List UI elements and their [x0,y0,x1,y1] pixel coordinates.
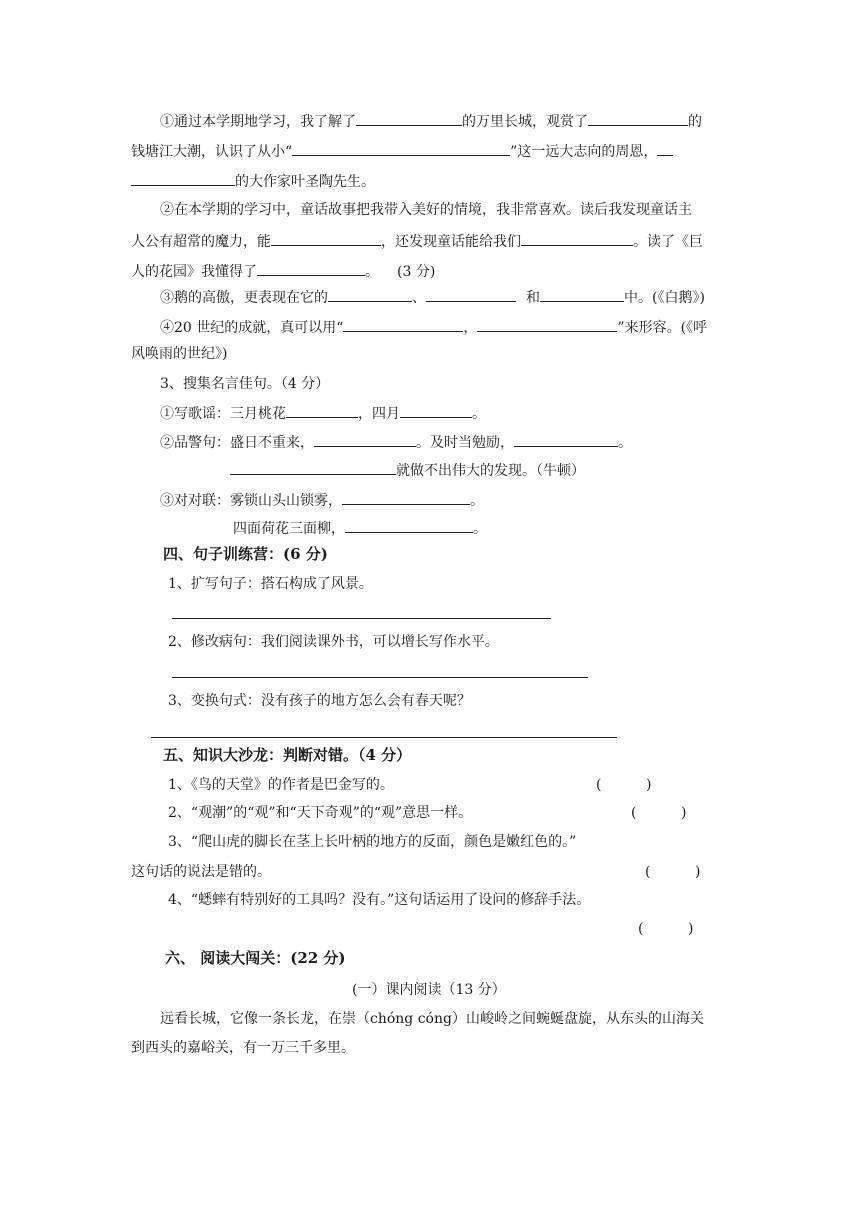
score-note: (3 分) [397,264,436,280]
q2-text: 。读了《巨 [633,234,703,250]
q3-text: 。 [470,493,484,509]
q3-text: 。及时当勉励， [416,435,514,451]
section-5-heading: 五、知识大沙龙：判断对错。（4 分） [163,746,412,764]
q2-text: ③鹅的高傲，更表现在它的 [160,290,328,306]
q2-text: ①通过本学期地学习，我了解了 [160,114,356,130]
q2-text: 风唤雨的世纪》) [131,346,228,362]
answer-parentheses[interactable]: ( ) [596,777,652,793]
answer-line[interactable] [172,618,551,619]
s5-item-2: 2、“观潮”的“观”和“天下奇观”的“观”意思一样。 [168,805,473,821]
answer-blank[interactable] [314,431,416,447]
q3-text: 。 [473,521,487,537]
q2-text: 中。(《白鹅》) [624,290,705,306]
q3-line-3 [230,459,585,481]
q3-text: 。 [472,406,486,422]
s5-item-3-cont: 这句话的说法是错的。 [131,864,271,880]
q2-text: 的大作家叶圣陶先生。 [235,174,375,190]
answer-blank[interactable] [400,402,472,418]
q2-text: 、 [412,290,426,306]
q2-line-2 [131,140,673,162]
q3-line-4 [160,489,484,511]
answer-line[interactable] [151,737,617,738]
answer-blank[interactable] [271,230,381,246]
answer-parentheses[interactable]: ( ) [638,921,694,937]
q2-line-8 [160,316,707,338]
s5-item-3: 3、“爬山虎的脚长在茎上长叶柄的地方的反面，颜色是嫩红色的。” [168,834,577,850]
q3-text: ②品警句：盛日不重来， [160,435,314,451]
q3-text: 四面荷花三面柳， [233,521,345,537]
q2-text: ，还发现童话能给我们 [381,234,521,250]
q2-text: ④20 世纪的成就，真可以用“ [160,320,344,336]
answer-blank[interactable] [477,316,617,332]
reading-paragraph-line-1: 远看长城，它像一条长龙，在崇（chóng cóng）山峻岭之间蜿蜒盘旋，从东头的山海关 [160,1011,704,1027]
q3-text: 。 [618,435,632,451]
q2-line-4 [160,200,692,220]
answer-blank[interactable] [131,170,235,186]
q2-line-7 [160,286,705,308]
section-6-heading: 六、 阅读大闯关：(22 分) [165,949,346,967]
q2-line-9 [131,344,227,364]
answer-blank[interactable] [356,110,462,126]
s5-item-4: 4、“蟋蟀有特别好的工具吗？没有。”这句话运用了设问的修辞手法。 [168,892,591,908]
answer-blank[interactable] [426,286,516,302]
q3-text: ，四月 [358,406,400,422]
q2-text: ”来形容。(《呼 [617,320,708,336]
answer-blank[interactable] [328,286,412,302]
answer-blank[interactable] [657,140,673,156]
s5-item-1: 1、《鸟的天堂》的作者是巴金写的。 [168,777,394,793]
q2-text: 的万里长城，观赏了 [462,114,588,130]
q3-line-5 [233,517,487,539]
q3-text: ③对对联：雾锁山头山锁雾， [160,493,342,509]
s6-subheading: (一）课内阅读（13 分） [352,982,506,998]
q3-title: 3、搜集名言佳句。（4 分） [160,376,330,392]
section-4-heading: 四、句子训练营：(6 分) [163,545,328,563]
answer-parentheses[interactable]: ( ) [631,805,687,821]
q2-text: 的 [688,114,702,130]
answer-line[interactable] [172,677,588,678]
answer-blank[interactable] [345,517,473,533]
s4-item-2: 2、修改病句：我们阅读课外书，可以增长写作水平。 [168,634,499,650]
q3-text: ①写歌谣：三月桃花 [160,406,286,422]
q2-text: 。 [365,264,379,280]
q3-line-2 [160,431,632,453]
s4-item-1: 1、扩写句子：搭石构成了风景。 [168,576,373,592]
q2-line-3 [131,170,375,192]
answer-blank[interactable] [540,286,624,302]
q2-line-5 [131,230,703,252]
answer-blank[interactable] [343,316,463,332]
reading-paragraph-line-2: 到西头的嘉峪关，有一万三千多里。 [131,1040,355,1056]
answer-parentheses[interactable]: ( ) [645,864,701,880]
q2-text: ②在本学期的学习中，童话故事把我带入美好的情境，我非常喜欢。读后我发现童话主 [160,202,692,218]
q3-text: 就做不出伟大的发现。（牛顿） [396,463,585,479]
q2-text: 和 [526,290,540,306]
answer-blank[interactable] [521,230,633,246]
answer-blank[interactable] [514,431,618,447]
answer-blank[interactable] [230,459,396,475]
q2-text: ”这一远大志向的周恩， [510,144,658,160]
answer-blank[interactable] [286,402,358,418]
answer-blank[interactable] [588,110,688,126]
s4-item-3: 3、变换句式：没有孩子的地方怎么会有春天呢？ [168,693,471,709]
q2-text: ， [463,320,478,336]
q2-text: 人公有超常的魔力，能 [131,234,271,250]
answer-blank[interactable] [292,140,510,156]
q2-line-1 [160,110,702,132]
q2-text: 人的花园》我懂得了 [131,264,257,280]
q2-line-6 [131,260,435,282]
answer-blank[interactable] [342,489,470,505]
q2-text: 钱塘江大潮，认识了从小“ [131,144,293,160]
q3-line-1 [160,402,486,424]
answer-blank[interactable] [257,260,365,276]
